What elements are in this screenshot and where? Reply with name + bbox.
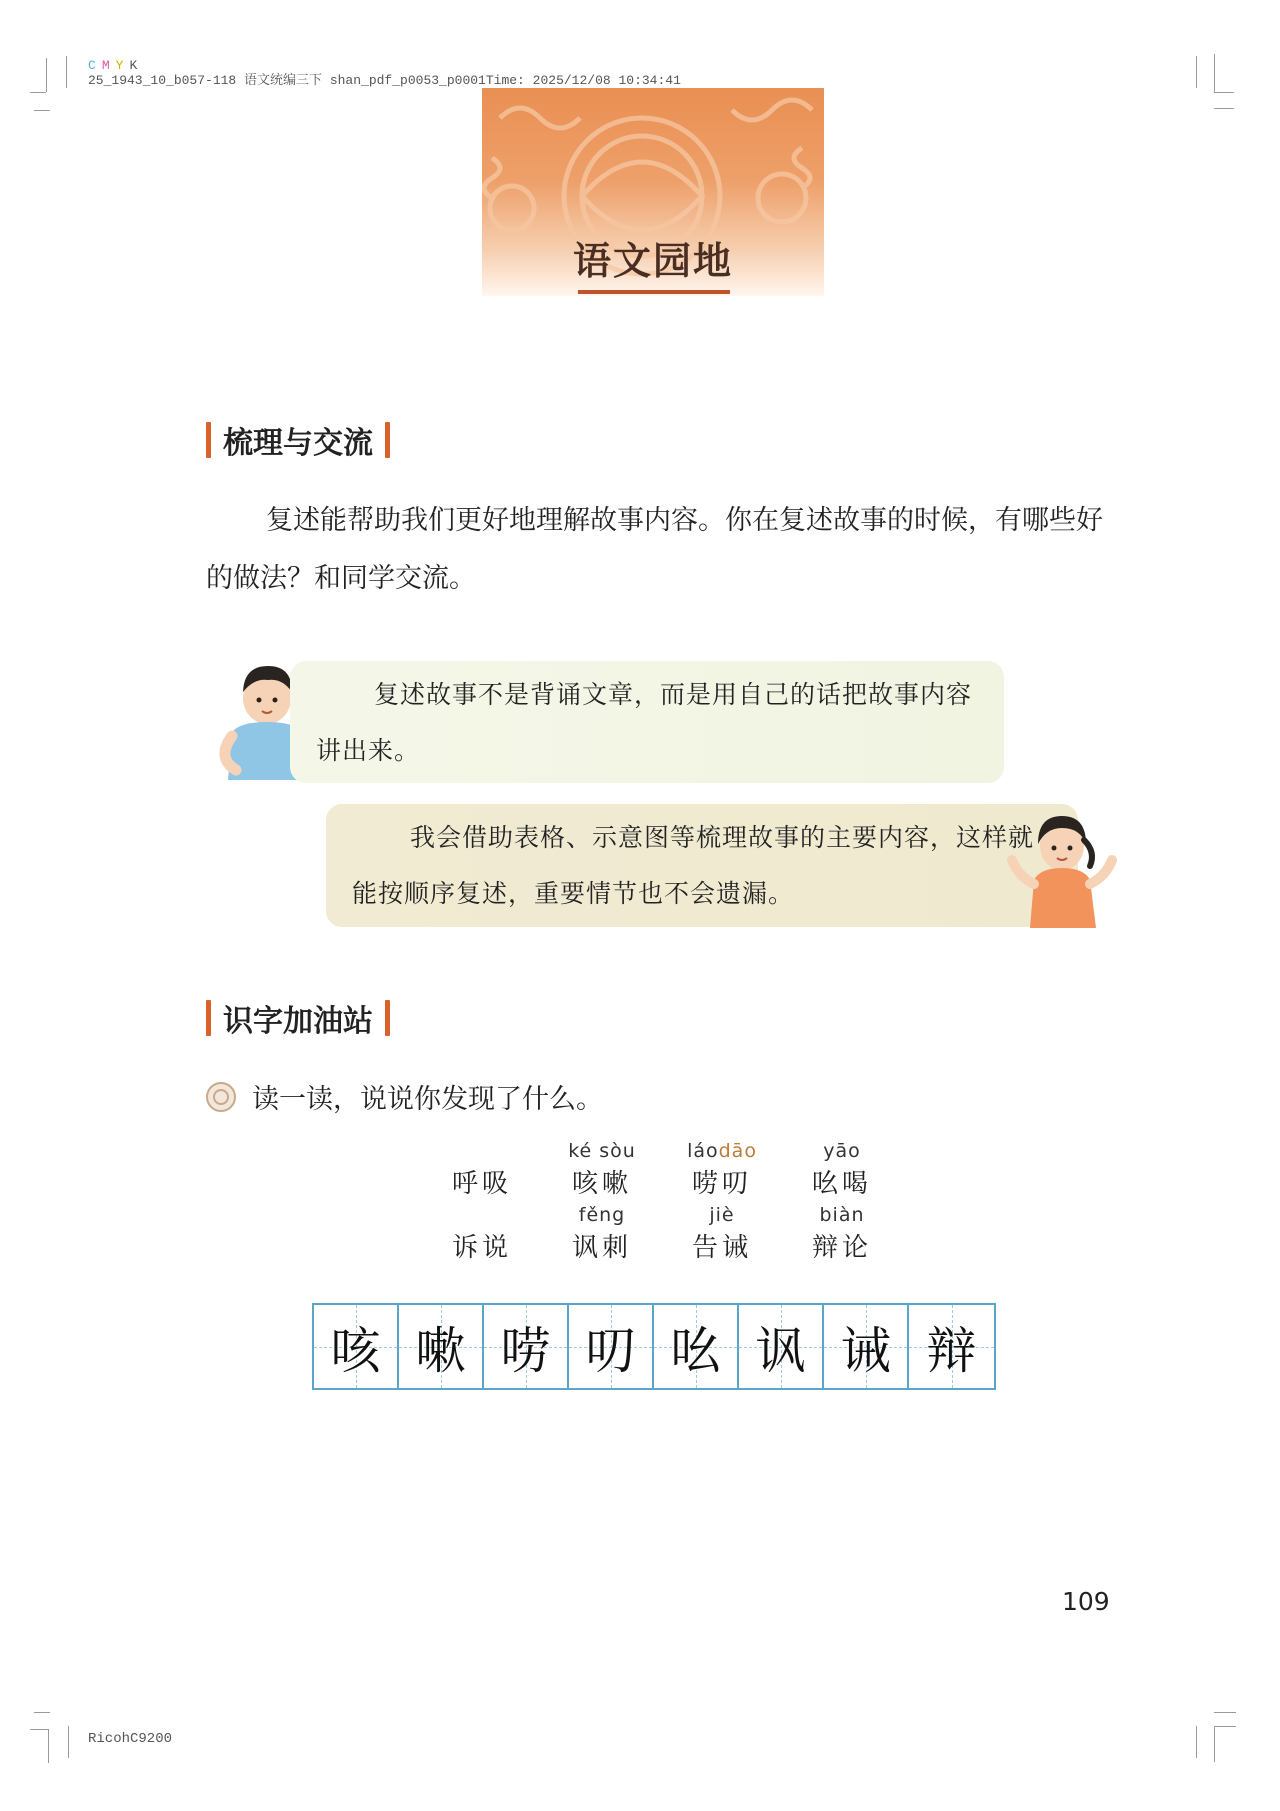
- crop-mark: [1196, 56, 1197, 88]
- practice-cell: 叨: [569, 1305, 654, 1388]
- heading-bar: [206, 1000, 211, 1036]
- crop-mark: [1214, 1726, 1215, 1762]
- crop-mark: [34, 110, 50, 111]
- page-number: 109: [1062, 1587, 1110, 1616]
- crop-mark: [30, 92, 46, 93]
- crop-mark: [1214, 54, 1215, 92]
- crop-mark: [1214, 108, 1234, 109]
- word-item: fěng 讽刺: [571, 1204, 632, 1263]
- intro-paragraph: 复述能帮助我们更好地理解故事内容。你在复述故事的时候，有哪些好的做法？和同学交流。: [206, 505, 1103, 594]
- word-item: biàn 辩论: [811, 1204, 872, 1263]
- section-heading-text: 识字加油站: [223, 1004, 373, 1039]
- practice-cell: 咳: [314, 1305, 399, 1388]
- word-item: láodāo 唠叨: [687, 1140, 757, 1199]
- practice-cell: 吆: [654, 1305, 739, 1388]
- header-banner: [482, 88, 824, 296]
- speech-bubble-girl: [326, 804, 1078, 927]
- character-practice-grid: [312, 1303, 996, 1390]
- cmyk-marks: C M Y K: [88, 58, 138, 73]
- word-list: [422, 1140, 902, 1266]
- task-text: 读一读，说说你发现了什么。: [252, 1084, 603, 1115]
- crop-mark: [46, 58, 47, 92]
- page-title: 语文园地: [572, 238, 733, 283]
- section-heading-sort: [206, 420, 390, 460]
- title-underline: [578, 290, 730, 294]
- bubble-text: 我会借助表格、示意图等梳理故事的主要内容，这样就能按顺序复述，重要情节也不会遗漏。: [352, 823, 1035, 908]
- practice-cell: 唠: [484, 1305, 569, 1388]
- word-item: 诉说: [451, 1233, 512, 1263]
- reading-task: [206, 1077, 603, 1116]
- crop-mark: [66, 56, 67, 88]
- crop-mark: [48, 1729, 49, 1763]
- heading-bar: [206, 422, 211, 458]
- print-info-line: 25_1943_10_b057-118 语文统编三下 shan_pdf_p0053_p0001Time: 2025/12/08 10:34:41: [88, 73, 681, 88]
- practice-cell: 嗽: [399, 1305, 484, 1388]
- section-heading-text: 梳理与交流: [223, 426, 373, 461]
- print-info: [88, 58, 681, 88]
- crop-mark: [30, 1729, 48, 1730]
- word-item: ké sòu 咳嗽: [568, 1140, 636, 1199]
- practice-cell: 讽: [739, 1305, 824, 1388]
- read-aloud-icon: [206, 1082, 236, 1112]
- girl-illustration: [1004, 800, 1124, 930]
- crop-mark: [34, 1712, 50, 1713]
- crop-mark: [1196, 1726, 1197, 1758]
- section-heading-literacy: [206, 998, 390, 1038]
- word-item: 呼吸: [451, 1169, 512, 1199]
- printer-tag: RicohC9200: [88, 1731, 173, 1747]
- word-item: jiè 告诫: [691, 1204, 752, 1263]
- bubble-text: 复述故事不是背诵文章，而是用自己的话把故事内容讲出来。: [316, 680, 973, 765]
- practice-cell: 辩: [909, 1305, 994, 1388]
- crop-mark: [1214, 1726, 1236, 1727]
- word-item: yāo 吆喝: [811, 1140, 872, 1199]
- crop-mark: [1214, 1712, 1236, 1713]
- practice-cell: 诫: [824, 1305, 909, 1388]
- crop-mark: [68, 1726, 69, 1758]
- heading-bar: [385, 422, 390, 458]
- heading-bar: [385, 1000, 390, 1036]
- speech-bubble-boy: [290, 661, 1004, 783]
- crop-mark: [1214, 92, 1234, 93]
